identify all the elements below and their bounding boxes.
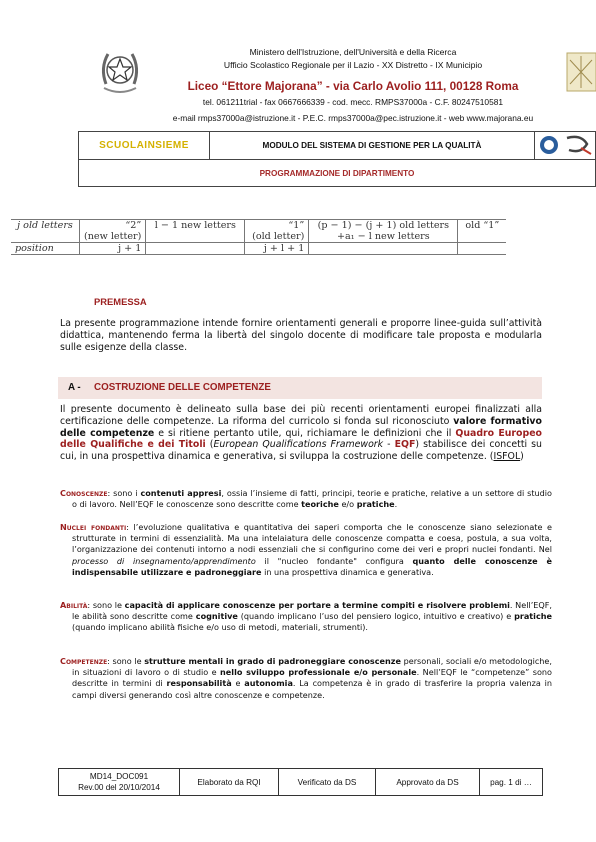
scuolainsieme-logo-text: SCUOLAINSIEME [99, 140, 189, 151]
math-cell: “2” [80, 220, 146, 232]
section-a-intro [60, 404, 542, 463]
math-cell [458, 231, 507, 243]
math-cell [146, 243, 245, 255]
definition-text: . Nell’EQF, le abilità sono descritte come [72, 600, 552, 622]
eqf-english: European Qualifications Framework [213, 439, 384, 451]
math-cell: position [11, 243, 80, 255]
school-name: Liceo “Ettore Majorana” - via Carlo Avolio 111, 00128 Roma [187, 79, 519, 93]
definition-text: : sono le [87, 600, 125, 610]
definition-text: e/o [338, 499, 357, 510]
module-subtitle: PROGRAMMAZIONE DI DIPARTIMENTO [79, 160, 596, 187]
definition-bold: strutture mentali in grado di padroneggiare conoscenze [144, 656, 401, 666]
definition-bold: responsabilità [166, 678, 232, 689]
eqf-acronym: EQF [394, 439, 416, 451]
intro-text: ) [520, 451, 524, 463]
definition-text: : sono i [107, 488, 141, 498]
premessa-title: PREMESSA [94, 296, 147, 307]
certification-logos [535, 132, 596, 160]
definition-text: . Nell’EQF le “competenze” sono descritte in termini di [72, 667, 552, 689]
definition-term: Abilità [60, 600, 88, 610]
math-cell: +a₁ − l new letters [309, 231, 458, 243]
definition-bold: pratiche [514, 611, 553, 622]
definition-text: (quando implicano l’uso del pensiero logico, intuitivo e creativo) e [237, 611, 515, 622]
definition-bold: nello sviluppo professionale e/o personale [220, 667, 417, 678]
definition-term: Conoscenze [60, 488, 108, 498]
definition-bold: cognitive [195, 611, 238, 622]
definition-text: e [231, 678, 245, 689]
section-a-bar [58, 377, 542, 399]
intro-text: ( [205, 439, 214, 451]
intro-text: e si ritiene pertanto utile, qui, richiamare le definizioni che il [154, 427, 456, 439]
math-cell: j old letters [11, 220, 80, 232]
math-cell: (p − 1) − (j + 1) old letters [309, 220, 458, 232]
certification-logo-icon [537, 134, 593, 156]
isfol-link[interactable]: ISFOL [493, 451, 521, 463]
definition-competenze [60, 656, 552, 701]
math-cell: l − 1 new letters [146, 220, 245, 232]
definition-text: in una prospettiva dinamica e generativa. [261, 566, 434, 577]
doc-code: MD14_DOC091 [89, 772, 149, 781]
module-title: MODULO DEL SISTEMA DI GESTIONE PER LA QUALITÀ [210, 132, 535, 160]
definition-bold: contenuti appresi [140, 488, 222, 498]
definition-text: : sono le [107, 656, 145, 666]
section-a-title: COSTRUZIONE DELLE COMPETENZE [94, 382, 271, 393]
definition-italic: processo di insegnamento/apprendimento [72, 555, 256, 566]
intro-text: Il presente documento è delineato sulla base dei più recenti orientamenti europei finalizzati alla certificazione delle competenze. La riforma del curricolo si fonda sul riconosciuto [60, 404, 542, 427]
intro-bold: valore formativo delle competenze [60, 415, 542, 439]
module-table [78, 131, 596, 187]
footer-approved: Approvato da DS [376, 769, 480, 796]
footer-page: pag. 1 di … [480, 769, 543, 796]
contacts-line: tel. 061211trial - fax 0667666339 - cod. mecc. RMPS37000a - C.F. 80247510581 [202, 97, 504, 107]
definition-bold: autonomia [244, 678, 293, 689]
definition-text: : l’evoluzione qualitativa e quantitativa dei saperi comporta che le conoscenze siano selezionate e strutturate in termini di essenzialità. Ma una intelaiatura delle conoscenze compatta e coesa, postula, a sua volta, l’organizzazione dei contenuti intorno a nodi essenziali che si configurino come dei veri e propri nuclei fondanti. Nel [72, 522, 552, 555]
definition-nuclei-fondanti [60, 522, 552, 578]
definition-bold: teoriche [301, 499, 339, 510]
math-cell [458, 243, 507, 255]
math-cell: (old letter) [245, 231, 309, 243]
math-cell [11, 231, 80, 243]
definition-term: Competenze [60, 656, 108, 666]
definition-text: , ossia l’insieme di fatti, principi, teorie e pratiche, relative a un settore di studio o di lavoro. Nell’EQF le conoscenze sono descritte come [72, 488, 552, 510]
revision: Rev.00 del 20/10/2014 [78, 783, 160, 792]
math-cell [146, 231, 245, 243]
eqf-name: Quadro Europeo delle Qualifiche e dei Titoli [60, 427, 542, 451]
math-cell: old “1” [458, 220, 507, 232]
intro-text: ) stabilisce dei concetti su cui, in una prospettiva dinamica e generativa, si sviluppa la costruzione delle competenze. ( [60, 439, 542, 463]
footer-prepared: Elaborato da RQI [180, 769, 279, 796]
definition-text: . [394, 499, 398, 510]
definition-text: . La competenza è in grado di trasferire la propria valenza in campi diversi generando così altre conoscenze e competenze. [72, 678, 552, 700]
footer-doc-info [59, 769, 180, 796]
definition-text: (quando implicano abilità fisiche e/o uso di metodi, materiali, strumenti). [72, 622, 369, 633]
definition-abilita [60, 600, 552, 634]
definition-term: Nuclei fondanti [60, 522, 127, 532]
definition-bold: capacità di applicare conoscenze per portare a termine compiti e risolvere problemi [124, 600, 510, 610]
intro-text: - [383, 439, 395, 451]
math-cell: “1” [245, 220, 309, 232]
footer-verified: Verificato da DS [279, 769, 376, 796]
definition-text: il "nucleo fondante" configura [255, 555, 413, 566]
premessa-text: La presente programmazione intende fornire orientamenti generali e proporre linee-guida sull’attività didattica, mantenendo ferma la libertà del singolo docente di modificare tale proposta e modularla sulle esigenze della classe. [60, 318, 542, 353]
math-cell [309, 243, 458, 255]
scuolainsieme-logo [79, 132, 210, 160]
definition-bold: pratiche [356, 499, 395, 510]
math-cell: (new letter) [80, 231, 146, 243]
math-cell: j + l + 1 [245, 243, 309, 255]
definition-text: personali, sociali e/o metodologiche, in situazioni di lavoro o di studio e [72, 656, 552, 678]
math-cell: j + 1 [80, 243, 146, 255]
emails-line: e-mail rmps37000a@istruzione.it - P.E.C. rmps37000a@pec.istruzione.it - web www.majorana.eu [172, 113, 534, 123]
office-line: Ufficio Scolastico Regionale per il Lazio - XX Distretto - IX Municipio [223, 60, 483, 70]
section-a-label: A - [68, 382, 81, 393]
math-table [11, 219, 506, 255]
footer-table [58, 768, 543, 796]
definition-bold: quanto delle conoscenze è indispensabile utilizzare e padroneggiare [72, 555, 552, 577]
ministry-line: Ministero dell'Istruzione, dell'Università e della Ricerca [249, 47, 457, 57]
definition-conoscenze [60, 488, 552, 510]
